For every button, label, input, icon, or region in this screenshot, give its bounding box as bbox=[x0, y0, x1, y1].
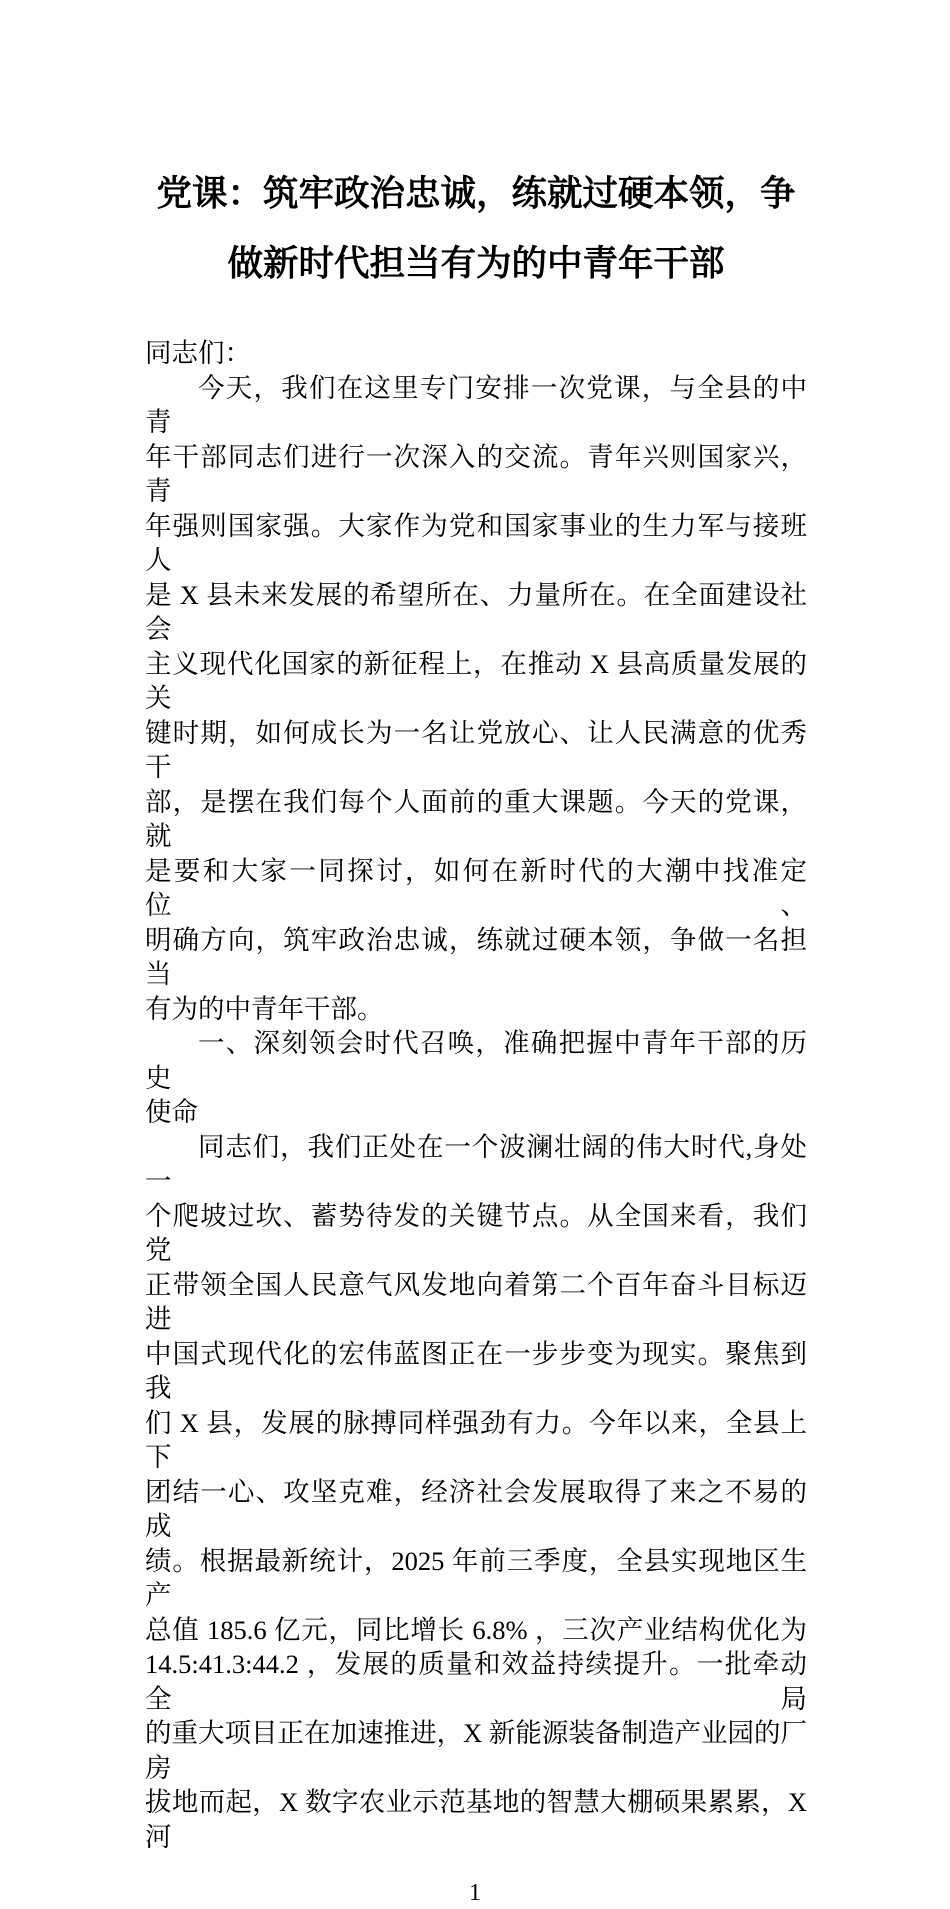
body-line: 是 X 县未来发展的希望所在、力量所在。在全面建设社会 bbox=[145, 579, 807, 644]
body-line: 部，是摆在我们每个人面前的重大课题。今天的党课，就 bbox=[145, 786, 807, 851]
body-line: 主义现代化国家的新征程上，在推动 X 县高质量发展的关 bbox=[145, 648, 807, 713]
body-line: 年干部同志们进行一次深入的交流。青年兴则国家兴，青 bbox=[145, 441, 807, 506]
document-body bbox=[145, 336, 807, 1854]
body-line: 的重大项目正在加速推进，X 新能源装备制造产业园的厂房 bbox=[145, 1718, 807, 1783]
document-title bbox=[145, 158, 807, 298]
body-line: 年强则国家强。大家作为党和国家事业的生力军与接班人 bbox=[145, 510, 807, 575]
body-line: 拔地而起，X 数字农业示范基地的智慧大棚硕果累累，X 河 bbox=[145, 1787, 807, 1852]
body-line: 是要和大家一同探讨，如何在新时代的大潮中找准定位、 bbox=[145, 855, 807, 920]
body-line: 有为的中青年干部。 bbox=[145, 993, 384, 1024]
page-number: 1 bbox=[469, 1880, 481, 1906]
title-line: 党课：筑牢政治忠诚，练就过硬本领，争 bbox=[156, 173, 796, 213]
title-line: 做新时代担当有为的中青年干部 bbox=[227, 243, 725, 283]
body-line: 团结一心、攻坚克难，经济社会发展取得了来之不易的成 bbox=[145, 1476, 807, 1541]
body-line: 总值 185.6 亿元，同比增长 6.8% ，三次产业结构优化为 bbox=[145, 1614, 807, 1645]
body-line: 今天，我们在这里专门安排一次党课，与全县的中青 bbox=[145, 372, 807, 437]
body-line: 一、深刻领会时代召唤，准确把握中青年干部的历史 bbox=[145, 1028, 807, 1093]
body-line: 绩。根据最新统计，2025 年前三季度，全县实现地区生产 bbox=[145, 1545, 807, 1610]
body-line: 同志们： bbox=[145, 338, 251, 368]
body-line: 们 X 县，发展的脉搏同样强劲有力。今年以来，全县上下 bbox=[145, 1407, 807, 1472]
body-line: 明确方向，筑牢政治忠诚，练就过硬本领，争做一名担当 bbox=[145, 924, 807, 989]
body-line: 中国式现代化的宏伟蓝图正在一步步变为现实。聚焦到我 bbox=[145, 1338, 807, 1403]
body-line: 同志们，我们正处在一个波澜壮阔的伟大时代,身处一 bbox=[145, 1131, 807, 1196]
document-page bbox=[0, 158, 950, 1906]
body-line: 正带领全国人民意气风发地向着第二个百年奋斗目标迈进 bbox=[145, 1269, 807, 1334]
body-line: 使命 bbox=[145, 1097, 198, 1127]
body-line: 键时期，如何成长为一名让党放心、让人民满意的优秀干 bbox=[145, 717, 807, 782]
body-line: 14.5:41.3:44.2 ，发展的质量和效益持续提升。一批牵动全局 bbox=[145, 1649, 807, 1714]
body-line: 个爬坡过坎、蓄势待发的关键节点。从全国来看，我们党 bbox=[145, 1200, 807, 1265]
